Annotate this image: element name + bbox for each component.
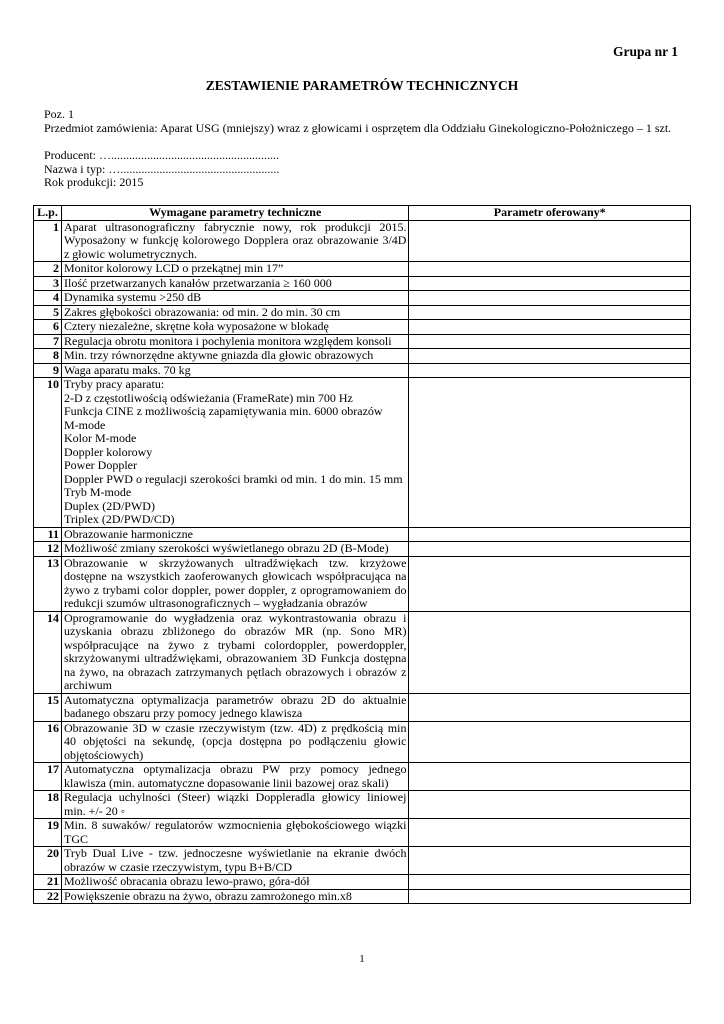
parameter-line: Automatyczna optymalizacja obrazu PW przy pomocy jednego klawisza (min. automatyczne dopasowanie linii bazowej oraz skali) bbox=[63, 762, 407, 790]
row-number: 19 bbox=[34, 819, 62, 847]
required-parameter bbox=[61, 363, 408, 378]
parameter-line: Waga aparatu maks. 70 kg bbox=[63, 362, 191, 377]
required-parameter bbox=[61, 693, 408, 721]
offered-parameter-cell[interactable] bbox=[409, 220, 691, 262]
parameter-line: Power Doppler bbox=[63, 458, 137, 472]
required-parameter bbox=[61, 889, 408, 904]
offered-parameter-cell[interactable] bbox=[409, 556, 691, 611]
parameter-line: Doppler kolorowy bbox=[63, 444, 153, 459]
document-title: ZESTAWIENIE PARAMETRÓW TECHNICZNYCH bbox=[205, 78, 519, 93]
required-parameter bbox=[61, 847, 408, 875]
intro-block bbox=[44, 108, 671, 190]
producer-field: Producent: …........................................................ bbox=[44, 148, 279, 162]
row-number: 17 bbox=[34, 763, 62, 791]
table-body bbox=[34, 220, 691, 904]
table-row bbox=[34, 349, 691, 364]
row-number: 20 bbox=[34, 847, 62, 875]
offered-parameter-cell[interactable] bbox=[409, 262, 691, 277]
order-subject: Przedmiot zamówienia: Aparat USG (mniejszy) wraz z głowicami i osprzętem dla Oddziału Ginekologiczno-Położniczego – 1 szt. bbox=[44, 120, 672, 135]
required-parameter bbox=[61, 721, 408, 763]
parameter-line: Kolor M-mode bbox=[63, 431, 137, 445]
table-header-row bbox=[34, 206, 691, 221]
row-number: 8 bbox=[34, 349, 62, 364]
offered-parameter-cell[interactable] bbox=[409, 889, 691, 904]
table-row bbox=[34, 819, 691, 847]
offered-parameter-cell[interactable] bbox=[409, 763, 691, 791]
table-row bbox=[34, 276, 691, 291]
required-parameter bbox=[61, 262, 408, 277]
header-offered: Parametr oferowany* bbox=[409, 206, 691, 221]
offered-parameter-cell[interactable] bbox=[409, 791, 691, 819]
table-row bbox=[34, 847, 691, 875]
required-parameter bbox=[61, 220, 408, 262]
row-number: 3 bbox=[34, 276, 62, 291]
offered-parameter-cell[interactable] bbox=[409, 542, 691, 557]
table-row bbox=[34, 556, 691, 611]
parameter-line: Funkcja CINE z możliwością zapamiętywania min. 6000 obrazów bbox=[63, 404, 383, 418]
table-row bbox=[34, 721, 691, 763]
required-parameter bbox=[61, 763, 408, 791]
offered-parameter-cell[interactable] bbox=[409, 320, 691, 335]
offered-parameter-cell[interactable] bbox=[409, 363, 691, 378]
parameter-line: Tryb Dual Live - tzw. jednoczesne wyświetlanie na ekranie dwóch obrazów w czasie rzeczywistym, typu B+B/CD bbox=[63, 846, 407, 874]
required-parameter bbox=[61, 791, 408, 819]
group-label: Grupa nr 1 bbox=[612, 44, 678, 59]
page-number: 1 bbox=[359, 953, 365, 965]
required-parameter bbox=[61, 291, 408, 306]
row-number: 1 bbox=[34, 220, 62, 262]
offered-parameter-cell[interactable] bbox=[409, 527, 691, 542]
table-row bbox=[34, 220, 691, 262]
table-row bbox=[34, 889, 691, 904]
required-parameter bbox=[61, 556, 408, 611]
production-year: Rok produkcji: 2015 bbox=[44, 175, 144, 189]
parameter-line: M-mode bbox=[63, 417, 106, 432]
required-parameter bbox=[61, 527, 408, 542]
required-parameter bbox=[61, 349, 408, 364]
parameter-line: Monitor kolorowy LCD o przekątnej min 17” bbox=[63, 261, 284, 275]
row-number: 7 bbox=[34, 334, 62, 349]
table-row bbox=[34, 363, 691, 378]
required-parameter bbox=[61, 378, 408, 528]
table-row bbox=[34, 305, 691, 320]
offered-parameter-cell[interactable] bbox=[409, 334, 691, 349]
table-row bbox=[34, 334, 691, 349]
table-row bbox=[34, 763, 691, 791]
position-label: Poz. 1 bbox=[44, 107, 74, 121]
parameter-line: Tryby pracy aparatu: bbox=[63, 377, 165, 391]
row-number: 12 bbox=[34, 542, 62, 557]
parameter-line: Cztery niezależne, skrętne koła wyposażone w blokadę bbox=[63, 319, 329, 333]
table-row bbox=[34, 542, 691, 557]
row-number: 4 bbox=[34, 291, 62, 306]
parameter-line: Tryb M-mode bbox=[63, 485, 132, 499]
table-row bbox=[34, 693, 691, 721]
row-number: 5 bbox=[34, 305, 62, 320]
required-parameter bbox=[61, 276, 408, 291]
parameter-line: Obrazowanie w skrzyżowanych ultradźwiękach tzw. krzyżowe dostępne na wszystkich zaoferowanych głowicach współpracująca na żywo z trybami color doppler, power doppler, z oprogramowaniem do redukcji szumów ultrasonograficznych – wygładzania obrazów bbox=[63, 555, 407, 610]
row-number: 14 bbox=[34, 611, 62, 693]
offered-parameter-cell[interactable] bbox=[409, 847, 691, 875]
required-parameter bbox=[61, 305, 408, 320]
row-number: 15 bbox=[34, 693, 62, 721]
required-parameter bbox=[61, 320, 408, 335]
offered-parameter-cell[interactable] bbox=[409, 291, 691, 306]
row-number: 22 bbox=[34, 889, 62, 904]
parameter-line: Obrazowanie 3D w czasie rzeczywistym (tzw. 4D) z prędkością min 40 objętości na sekundę, (opcja dostępna po podłączeniu głowic objętościowych) bbox=[63, 720, 407, 762]
parameter-line: Ilość przetwarzanych kanałów przetwarzania ≥ 160 000 bbox=[63, 275, 332, 290]
row-number: 2 bbox=[34, 262, 62, 277]
parameter-line: Doppler PWD o regulacji szerokości bramki od min. 1 do min. 15 mm bbox=[63, 471, 403, 486]
table-row bbox=[34, 527, 691, 542]
table-row bbox=[34, 291, 691, 306]
parameter-line: Możliwość obracania obrazu lewo-prawo, góra-dół bbox=[63, 874, 310, 888]
table-row bbox=[34, 791, 691, 819]
parameters-table bbox=[33, 205, 691, 904]
parameter-line: Triplex (2D/PWD/CD) bbox=[63, 512, 175, 526]
table-row bbox=[34, 378, 691, 528]
row-number: 10 bbox=[34, 378, 62, 528]
parameter-line: Oprogramowanie do wygładzenia oraz wykontrastowania obrazu i uzyskania obrazu zbliżonego do obrazów MR (np. Sono MR) współpracujące na żywo z trybami colordoppler, powerdoppler, skrzyżowanymi ultradźwiękami, obrazowaniem 3D Funkcja dostępna na żywo, na obrazach zatrzymanych pętlach obrazowych i obrazów z archiwum bbox=[63, 610, 407, 692]
table-row bbox=[34, 611, 691, 693]
required-parameter bbox=[61, 875, 408, 890]
row-number: 16 bbox=[34, 721, 62, 763]
parameter-line: Min. trzy równorzędne aktywne gniazda dla głowic obrazowych bbox=[63, 348, 374, 362]
row-number: 21 bbox=[34, 875, 62, 890]
table-row bbox=[34, 875, 691, 890]
parameter-line: Regulacja obrotu monitora i pochylenia monitora względem konsoli bbox=[63, 333, 392, 348]
header-lp: L.p. bbox=[34, 206, 62, 221]
row-number: 13 bbox=[34, 556, 62, 611]
name-type-field: Nazwa i typ: …..................................................... bbox=[44, 161, 280, 176]
offered-parameter-cell[interactable] bbox=[409, 276, 691, 291]
offered-parameter-cell[interactable] bbox=[409, 305, 691, 320]
row-number: 9 bbox=[34, 363, 62, 378]
row-number: 18 bbox=[34, 791, 62, 819]
parameter-line: Min. 8 suwaków/ regulatorów wzmocnienia głębokościowego wiązki TGC bbox=[63, 818, 407, 846]
offered-parameter-cell[interactable] bbox=[409, 378, 691, 528]
offered-parameter-cell[interactable] bbox=[409, 721, 691, 763]
parameter-line: Automatyczna optymalizacja parametrów obrazu 2D do aktualnie badanego obszaru przy pomocy jednego klawisza bbox=[63, 692, 407, 720]
required-parameter bbox=[61, 819, 408, 847]
required-parameter bbox=[61, 334, 408, 349]
offered-parameter-cell[interactable] bbox=[409, 349, 691, 364]
header-required: Wymagane parametry techniczne bbox=[61, 206, 408, 221]
parameter-line: Duplex (2D/PWD) bbox=[63, 498, 155, 513]
table-row bbox=[34, 262, 691, 277]
parameter-line: Regulacja uchylności (Steer) wiązki Doppleradla głowicy liniowej min. +/- 20 ◦ bbox=[63, 790, 407, 818]
required-parameter bbox=[61, 611, 408, 693]
parameter-line: Aparat ultrasonograficzny fabrycznie nowy, rok produkcji 2015. Wyposażony w funkcję kolorowego Dopplera oraz obrazowanie 3/4D z głowic wolumetrycznych. bbox=[63, 219, 407, 261]
row-number: 11 bbox=[34, 527, 62, 542]
parameter-line: Powiększenie obrazu na żywo, obrazu zamrożonego min.x8 bbox=[63, 888, 352, 903]
offered-parameter-cell[interactable] bbox=[409, 875, 691, 890]
parameter-line: Zakres głębokości obrazowania: od min. 2 do min. 30 cm bbox=[63, 304, 341, 319]
table-row bbox=[34, 320, 691, 335]
offered-parameter-cell[interactable] bbox=[409, 819, 691, 847]
row-number: 6 bbox=[34, 320, 62, 335]
parameter-line: Możliwość zmiany szerokości wyświetlanego obrazu 2D (B-Mode) bbox=[63, 541, 389, 555]
required-parameter bbox=[61, 542, 408, 557]
offered-parameter-cell[interactable] bbox=[409, 611, 691, 693]
offered-parameter-cell[interactable] bbox=[409, 693, 691, 721]
parameter-line: 2-D z częstotliwością odświeżania (FrameRate) min 700 Hz bbox=[63, 390, 353, 405]
parameter-line: Obrazowanie harmoniczne bbox=[63, 526, 193, 541]
parameter-line: Dynamika systemu >250 dB bbox=[63, 290, 202, 304]
